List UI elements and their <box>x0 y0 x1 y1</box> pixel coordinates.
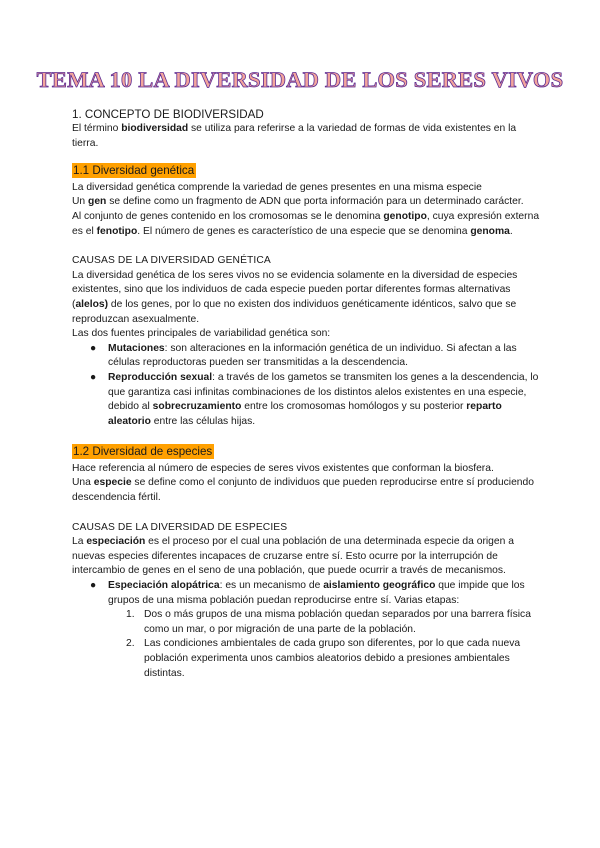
list-number: 1. <box>126 609 135 621</box>
bullet-icon: ● <box>90 342 97 354</box>
section-1-2-line-2: Una especie se define como el conjunto de individuos que pueden reproducirse entre sí produciendo descendencia fértil. <box>72 477 534 504</box>
list-item: ● Reproducción sexual: a través de los gametos se transmiten los genes a la descendencia, lo que garantiza casi infinitas combinaciones de los distintos alelos existentes en una especie, debido al sobrecruzamiento entre los cromosomas homólogos y su posterior reparto aleatorio entre las células hijas. <box>90 371 539 427</box>
page-title: TEMA 10 LA DIVERSIDAD DE LOS SERES VIVOS <box>36 67 564 92</box>
causas-especies-list <box>72 579 540 608</box>
causas-especies-heading: CAUSAS DE LA DIVERSIDAD DE ESPECIES <box>72 521 288 533</box>
section-1-1-line-1: La diversidad genética comprende la variedad de genes presentes en una misma especie <box>72 181 482 193</box>
list-item: ● Especiación alopátrica: es un mecanismo de aislamiento geográfico que impide que los grupos de una misma población puedan reproducirse entre sí. Varias etapas: <box>90 580 525 606</box>
section-1-2-line-1: Hace referencia al número de especies de seres vivos existentes que conforman la biosfera. <box>72 462 494 474</box>
document-body <box>36 66 564 681</box>
causas-genetica-list <box>72 342 540 430</box>
section-1-2-heading: 1.2 Diversidad de especies <box>73 445 213 459</box>
section-1-1-line-3: Al conjunto de genes contenido en los cromosomas se le denomina genotipo, cuya expresión externa es el fenotipo. El número de genes es característico de una especie que se denomina genoma. <box>72 210 540 237</box>
section-1-heading: 1. CONCEPTO DE BIODIVERSIDAD <box>72 108 264 121</box>
bullet-icon: ● <box>90 580 97 592</box>
list-item: ● Mutaciones: son alteraciones en la información genética de un individuo. Si afectan a las células reproductoras pueden ser transmitidas a la descendencia. <box>90 342 517 369</box>
section-1-paragraph: El término biodiversidad se utiliza para referirse a la variedad de formas de vida existentes en la tierra. <box>72 123 517 149</box>
list-number: 2. <box>126 638 135 650</box>
list-item: 1. Dos o más grupos de una misma población quedan separados por una barrera física como un mar, o por migración de una parte de la población. <box>126 609 531 635</box>
section-1-1-line-2: Un gen se define como un fragmento de ADN que porta información para un determinado carácter. <box>72 196 524 208</box>
causas-genetica-heading: CAUSAS DE LA DIVERSIDAD GENÉTICA <box>72 255 271 267</box>
causas-especies-paragraph: La especiación es el proceso por el cual una población de una determinada especie da origen a nuevas especies diferentes incapaces de cruzarse entre sí. Esto ocurre por la interrupción de intercambio de genes en el seno de una población, que puede ocurrir a través de mecanismos. <box>72 536 514 577</box>
causas-genetica-intro: Las dos fuentes principales de variabilidad genética son: <box>72 328 331 340</box>
section-1-1-heading: 1.1 Diversidad genética <box>73 164 195 178</box>
list-item: 2. Las condiciones ambientales de cada grupo son diferentes, por lo que cada nueva población experimenta unos cambios aleatorios debido a presiones ambientales distintas. <box>126 638 521 679</box>
bullet-icon: ● <box>90 371 97 383</box>
causas-genetica-paragraph: La diversidad genética de los seres vivos no se evidencia solamente en la diversidad de especies existentes, sino que los individuos de cada especie pueden portar diferentes formas alternativas (alelos) de los genes, por lo que no existen dos individuos genéticamente idénticos, salvo que se reproduzcan asexualmente. <box>72 269 518 325</box>
etapas-list <box>72 608 540 681</box>
